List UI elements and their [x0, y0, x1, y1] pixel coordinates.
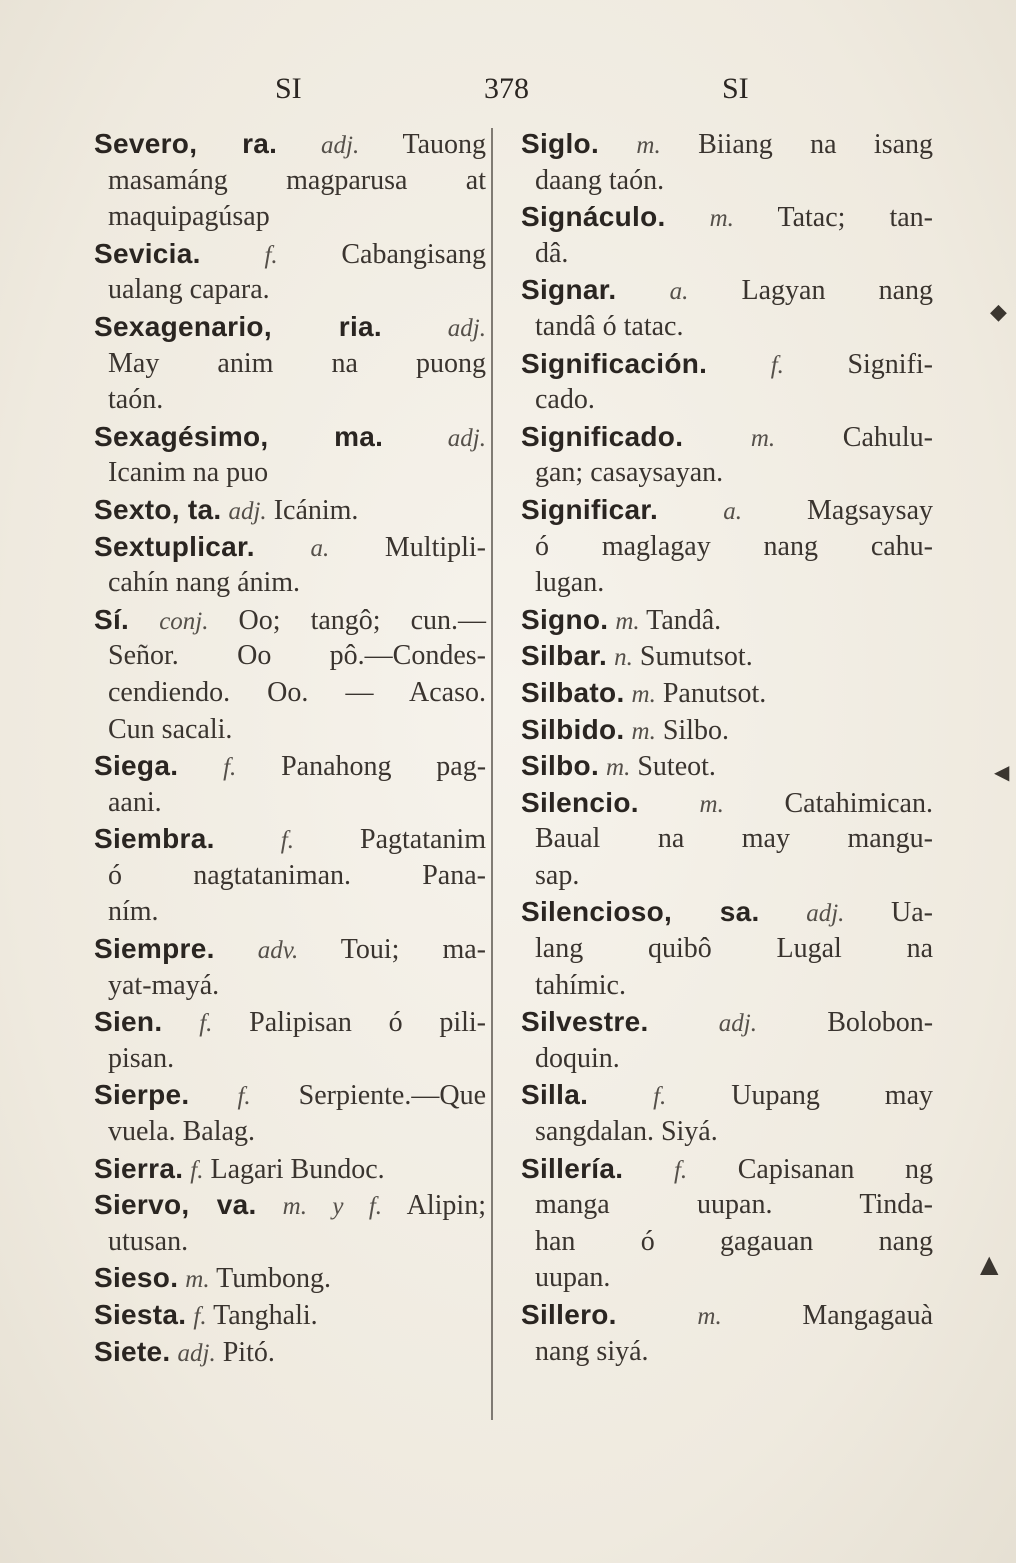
entry-definition: Icánim. — [273, 494, 359, 526]
dictionary-entry — [94, 419, 486, 492]
entry-first-line — [521, 785, 933, 822]
entry-grammar: a. — [723, 497, 742, 525]
entry-first-line — [521, 638, 933, 675]
entry-continuation: ualang capara. — [108, 274, 270, 306]
entry-first-line — [94, 821, 486, 858]
entry-headword: Sexagenario, ria. — [94, 310, 382, 342]
entry-continuation: vuela. Balag. — [108, 1116, 255, 1148]
dictionary-entry — [521, 199, 933, 272]
entry-first-line — [521, 712, 933, 749]
entry-continuation: taón. — [108, 384, 164, 416]
entry-definition: Suteot. — [637, 751, 716, 783]
entry-first-line — [94, 419, 486, 456]
entry-continuation: cahín nang ánim. — [108, 567, 301, 599]
entry-definition: Uupang may — [731, 1080, 933, 1112]
ink-blot-mark: ◆ — [990, 300, 1007, 325]
entry-continuation: ó maglagay nang cahu- — [535, 530, 933, 562]
entry-definition: Magsaysay — [807, 494, 934, 526]
entry-first-line — [521, 199, 933, 236]
entry-continuation: doquin. — [535, 1042, 620, 1074]
entry-grammar: a. — [669, 278, 689, 306]
dictionary-entry — [94, 1297, 486, 1334]
entry-definition: Pagtatanim — [360, 824, 486, 856]
entry-first-line — [521, 272, 933, 309]
entry-grammar: m. — [697, 1303, 722, 1330]
entry-grammar: f. — [193, 1303, 207, 1330]
entry-continuation: Baual na may mangu- — [535, 823, 933, 855]
entry-first-line — [521, 602, 933, 639]
entry-continuation: sap. — [535, 859, 580, 891]
entry-headword: Silbato. — [521, 676, 625, 708]
entry-continuation: lugan. — [535, 567, 605, 599]
entry-first-line — [521, 346, 933, 383]
entry-headword: Signo. — [521, 603, 609, 635]
dictionary-entry — [94, 1260, 486, 1297]
entry-first-line — [94, 1260, 486, 1297]
entry-first-line — [94, 602, 486, 639]
entry-definition: Silbo. — [662, 714, 729, 746]
entry-first-line — [521, 419, 933, 456]
entry-grammar: f. — [223, 754, 237, 782]
entry-grammar: f. — [199, 1010, 213, 1038]
entry-headword: Significado. — [521, 420, 684, 452]
entry-definition: Signifi- — [847, 348, 933, 380]
entry-headword: Siervo, va. — [94, 1189, 257, 1221]
header-left-guide: SI — [275, 72, 302, 105]
entry-continuation: cendiendo. Oo. — Acaso. — [108, 676, 486, 708]
entry-first-line — [94, 1187, 486, 1224]
entry-first-line — [521, 675, 933, 712]
entry-definition: Tandâ. — [646, 604, 722, 636]
entry-definition: Mangagauà — [802, 1300, 933, 1331]
entry-first-line — [521, 1004, 933, 1041]
entry-headword: Silencio. — [521, 786, 639, 818]
entry-continuation: May anim na puong — [108, 347, 486, 379]
entry-definition: Lagyan nang — [741, 275, 934, 307]
entry-continuation: tahímic. — [535, 969, 626, 1001]
entry-definition: Lagari Bundoc. — [210, 1153, 385, 1185]
entry-headword: Sillería. — [521, 1152, 624, 1184]
entry-continuation: maquipagúsap — [108, 201, 270, 233]
dictionary-entry — [94, 1187, 486, 1260]
entry-first-line — [94, 748, 486, 785]
dictionary-entry — [94, 1077, 486, 1150]
entry-headword: Sextuplicar. — [94, 530, 255, 562]
entry-headword: Signar. — [521, 274, 617, 306]
entry-headword: Siega. — [94, 750, 179, 782]
page-number: 378 — [484, 72, 529, 105]
entry-headword: Siete. — [94, 1335, 171, 1367]
entry-definition: Panutsot. — [662, 677, 767, 709]
entry-first-line — [521, 126, 933, 163]
entry-first-line — [94, 492, 486, 529]
entry-continuation: yat-mayá. — [108, 969, 220, 1001]
entry-grammar: m. — [631, 717, 656, 745]
entry-headword: Sexagésimo, ma. — [94, 420, 384, 452]
entry-definition: Catahimican. — [784, 787, 933, 819]
entry-headword: Signáculo. — [521, 201, 666, 233]
entry-first-line — [521, 1077, 933, 1114]
entry-first-line — [94, 1334, 486, 1371]
entry-definition: Tanghali. — [213, 1300, 318, 1331]
entry-first-line — [521, 748, 933, 785]
entry-definition: Cabangisang — [341, 238, 487, 270]
entry-first-line — [94, 126, 486, 163]
entry-first-line — [94, 931, 486, 968]
entry-continuation: ó nagtataniman. Pana- — [108, 859, 486, 891]
entry-grammar: m. — [615, 607, 640, 635]
entry-headword: Silla. — [521, 1079, 589, 1111]
entry-continuation: masamáng magparusa at — [108, 164, 486, 196]
dictionary-entry — [521, 126, 933, 199]
entry-grammar: adj. — [718, 1010, 757, 1038]
entry-continuation: gan; casaysayan. — [535, 457, 724, 489]
entry-definition: Tatac; tan- — [777, 202, 934, 234]
entry-continuation: Cun sacali. — [108, 713, 233, 745]
dictionary-entry — [521, 675, 933, 712]
entry-definition: Cahulu- — [842, 421, 933, 453]
entry-headword: Severo, ra. — [94, 128, 278, 159]
entry-continuation: uupan. — [535, 1262, 611, 1294]
dictionary-entry — [94, 1334, 486, 1371]
dictionary-entry — [521, 602, 933, 639]
entry-definition: Tauong — [402, 129, 487, 160]
entry-headword: Sexto, ta. — [94, 493, 222, 525]
dictionary-entry — [94, 529, 486, 602]
entry-headword: Sí. — [94, 603, 130, 635]
dictionary-entry — [521, 712, 933, 749]
entry-first-line — [94, 1297, 486, 1334]
dictionary-entry — [521, 785, 933, 895]
entry-headword: Siembra. — [94, 823, 215, 855]
dictionary-entry — [94, 821, 486, 931]
dictionary-entry — [521, 492, 933, 602]
entry-grammar: m. — [185, 1266, 210, 1294]
dictionary-entry — [94, 236, 486, 309]
entry-grammar: f. — [190, 1156, 204, 1184]
dictionary-entry — [521, 272, 933, 345]
left-column — [94, 126, 486, 1370]
entry-grammar: conj. — [159, 607, 209, 635]
entry-headword: Silencioso, sa. — [521, 896, 760, 928]
entry-definition: Oo; tangô; cun.— — [238, 604, 487, 636]
entry-grammar: f. — [280, 827, 294, 855]
entry-continuation: Icanim na puo — [108, 457, 269, 489]
entry-definition: Serpiente.—Que — [298, 1080, 487, 1112]
entry-first-line — [94, 1151, 486, 1188]
dictionary-entry — [521, 894, 933, 1004]
entry-definition: Alipin; — [406, 1190, 486, 1222]
dictionary-entry — [94, 1004, 486, 1077]
dictionary-entry — [94, 931, 486, 1004]
entry-grammar: m. — [636, 132, 661, 159]
entry-first-line — [94, 309, 486, 346]
entry-grammar: f. — [264, 241, 278, 269]
entry-grammar: m. — [709, 205, 734, 233]
dictionary-entry — [521, 1077, 933, 1150]
entry-grammar: adv. — [257, 937, 299, 965]
entry-headword: Siglo. — [521, 128, 600, 159]
entry-headword: Sieso. — [94, 1262, 179, 1294]
dictionary-entry — [94, 1151, 486, 1188]
column-divider — [491, 128, 493, 1420]
entry-headword: Silbo. — [521, 750, 600, 782]
dictionary-entry — [94, 748, 486, 821]
dictionary-entry — [521, 346, 933, 419]
entry-continuation: daang taón. — [535, 164, 665, 196]
entry-continuation: ním. — [108, 896, 159, 928]
entry-headword: Significación. — [521, 347, 708, 379]
entry-continuation: aani. — [108, 786, 162, 818]
entry-definition: Pitó. — [222, 1336, 275, 1368]
entry-first-line — [521, 492, 933, 529]
dictionary-entry — [521, 1004, 933, 1077]
entry-continuation: Señor. Oo pô.—Condes- — [108, 640, 486, 672]
dictionary-entry — [94, 492, 486, 529]
entry-continuation: nang siyá. — [535, 1335, 649, 1367]
dictionary-entry — [521, 1151, 933, 1297]
entry-definition: Biiang na isang — [698, 129, 934, 160]
entry-grammar: f. — [770, 351, 784, 379]
dictionary-entry — [94, 309, 486, 419]
entry-grammar: adj. — [228, 497, 267, 525]
dictionary-entry — [521, 419, 933, 492]
entry-definition: Bolobon- — [827, 1007, 934, 1039]
entry-continuation: utusan. — [108, 1225, 189, 1257]
entry-first-line — [94, 1077, 486, 1114]
entry-headword: Sierpe. — [94, 1079, 190, 1111]
entry-continuation: lang quibô Lugal na — [535, 933, 933, 965]
entry-definition: Capisanan ng — [737, 1153, 933, 1185]
entry-grammar: adj. — [321, 132, 360, 159]
entry-grammar: m. — [631, 680, 656, 708]
entry-definition: Palipisan ó pili- — [249, 1007, 487, 1039]
entry-grammar: a. — [310, 534, 330, 562]
ink-blot-mark: ▲ — [980, 1250, 999, 1278]
entry-definition: Tumbong. — [216, 1263, 332, 1295]
right-column — [521, 126, 933, 1370]
entry-continuation: cado. — [535, 384, 595, 416]
entry-first-line — [521, 894, 933, 931]
entry-definition: Multipli- — [384, 531, 487, 563]
entry-headword: Sien. — [94, 1006, 163, 1038]
entry-continuation: sangdalan. Siyá. — [535, 1116, 718, 1148]
entry-grammar: f. — [653, 1083, 667, 1111]
entry-headword: Siesta. — [94, 1299, 187, 1330]
entry-definition: Sumutsot. — [639, 641, 753, 673]
entry-definition: Panahong pag- — [281, 751, 487, 783]
dictionary-entry — [521, 748, 933, 785]
ink-blot-mark: ◀ — [994, 760, 1010, 784]
header-right-guide: SI — [722, 72, 749, 105]
entry-first-line — [94, 236, 486, 273]
entry-headword: Silbar. — [521, 640, 608, 672]
entry-definition: Ua- — [891, 897, 933, 929]
entry-headword: Sierra. — [94, 1152, 184, 1184]
entry-continuation: pisan. — [108, 1042, 175, 1074]
entry-grammar: adj. — [806, 900, 845, 928]
entry-first-line — [521, 1297, 933, 1334]
entry-continuation: tandâ ó tatac. — [535, 310, 684, 342]
dictionary-entry — [94, 126, 486, 236]
entry-continuation: manga uupan. Tinda- — [535, 1189, 933, 1221]
entry-headword: Sillero. — [521, 1299, 617, 1330]
entry-continuation: dâ. — [535, 237, 569, 269]
entry-grammar: adj. — [177, 1339, 216, 1367]
entry-headword: Siempre. — [94, 933, 215, 965]
page-header — [0, 72, 1016, 112]
entry-grammar: adj. — [447, 314, 486, 342]
entry-headword: Silbido. — [521, 713, 625, 745]
entry-grammar: n. — [614, 644, 633, 672]
entry-grammar: m. — [699, 790, 724, 818]
entry-grammar: m. — [606, 754, 631, 782]
entry-headword: Silvestre. — [521, 1006, 649, 1038]
entry-grammar: adj. — [447, 424, 486, 452]
entry-grammar: f. — [673, 1156, 688, 1184]
entry-headword: Sevicia. — [94, 237, 201, 269]
entry-first-line — [521, 1151, 933, 1188]
entry-continuation: han ó gagauan nang — [535, 1225, 933, 1257]
entry-definition: Toui; ma- — [340, 934, 486, 966]
entry-grammar: m. y f. — [282, 1193, 383, 1221]
entry-first-line — [94, 529, 486, 566]
entry-first-line — [94, 1004, 486, 1041]
entry-headword: Significar. — [521, 493, 659, 525]
entry-grammar: f. — [237, 1083, 251, 1111]
entry-grammar: m. — [750, 424, 776, 452]
dictionary-entry — [521, 1297, 933, 1370]
dictionary-entry — [94, 602, 486, 748]
dictionary-entry — [521, 638, 933, 675]
